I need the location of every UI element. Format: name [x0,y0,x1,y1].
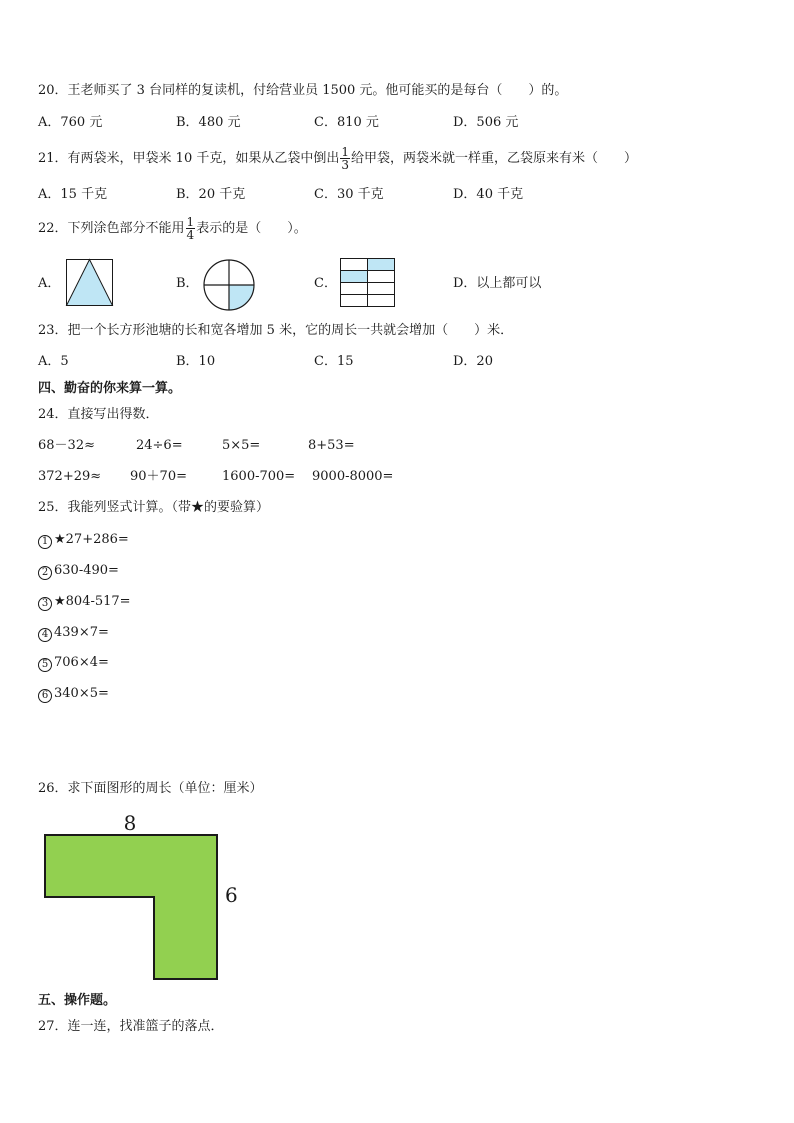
q25-item-6-expr: 340×5= [54,686,109,701]
q22-option-d: D．以上都可以 [453,276,542,291]
q21-option-b: B．20 千克 [176,187,246,202]
q26-label-top: 8 [123,811,137,835]
q25-item-1-number: 1 [38,535,52,549]
question-20: 20．王老师买了 3 台同样的复读机，付给营业员 1500 元。他可能买的是每台（ ）的。 [38,83,568,98]
q24-r1-item-4: 8+53= [308,438,355,453]
q25-item-5-number: 5 [38,658,52,672]
q21-option-d: D．40 千克 [453,187,524,202]
q20-option-a: A．760 元 [38,115,103,130]
q22-text-after: 表示的是（ ）。 [196,221,307,236]
q24-r1-item-1: 68－32≈ [38,438,95,453]
q25-item-6 [38,685,109,703]
q22-figure-b-circle [203,259,255,311]
q20-option-c: C．810 元 [314,115,379,130]
q25-item-2-expr: 630-490= [54,563,119,578]
q25-item-2 [38,562,119,580]
q25-item-4-expr: 439×7= [54,625,109,640]
question-26: 26．求下面图形的周长（单位：厘米） [38,781,263,796]
q21-frac-denominator: 3 [341,158,349,172]
q22-option-a-label: A． [38,276,61,291]
q26-label-right: 6 [225,883,238,907]
q24-r2-item-1: 372+29≈ [38,469,102,484]
q21-option-a: A．15 千克 [38,187,108,202]
q24-r2-item-2: 90＋70= [130,469,187,484]
section-5-title: 五、操作题。 [38,993,117,1008]
q22-frac-numerator: 1 [186,215,195,229]
question-24: 24．直接写出得数． [38,407,159,422]
question-25: 25．我能列竖式计算。（带★的要验算） [38,500,270,515]
q25-item-6-number: 6 [38,689,52,703]
question-23: 23．把一个长方形池塘的长和宽各增加 5 米，它的周长一共就会增加（ ）米． [38,323,514,338]
q25-item-5-expr: 706×4= [54,655,109,670]
q21-text-after: 给甲袋，两袋米就一样重，乙袋原来有米（ ） [351,151,638,166]
q24-r1-item-2: 24÷6= [136,438,183,453]
question-22 [38,216,307,241]
q23-option-b: B．10 [176,354,216,369]
q25-item-3-number: 3 [38,597,52,611]
q25-item-3-expr: ★804-517= [54,594,131,609]
q25-item-1 [38,531,129,549]
q21-fraction [340,146,350,171]
q22-frac-denominator: 4 [186,228,195,242]
section-4-title: 四、勤奋的你来算一算。 [38,381,182,396]
q20-option-b: B．480 元 [176,115,241,130]
q22-text-before: 22．下列涂色部分不能用 [38,221,185,236]
q26-l-shape-figure [30,808,260,988]
q20-option-d: D．506 元 [453,115,519,130]
q22-fraction [186,216,196,241]
q23-option-d: D．20 [453,354,493,369]
q24-r2-item-3: 1600-700= [222,469,296,484]
q21-text-before: 21．有两袋米，甲袋米 10 千克，如果从乙袋中倒出 [38,151,340,166]
q25-item-1-expr: ★27+286= [54,532,129,547]
q25-item-4 [38,624,109,642]
q22-figure-a-triangle [66,259,114,307]
q22-figure-c-grid [340,258,396,308]
question-27: 27．连一连，找准篮子的落点． [38,1019,224,1034]
q23-option-c: C．15 [314,354,354,369]
question-21 [38,146,637,171]
q21-option-c: C．30 千克 [314,187,384,202]
q22-option-c-label: C． [314,276,337,291]
q25-item-5 [38,654,109,672]
q25-item-3 [38,593,131,611]
q22-option-b-label: B． [176,276,199,291]
q21-frac-numerator: 1 [341,145,349,159]
q25-item-2-number: 2 [38,566,52,580]
q25-item-4-number: 4 [38,628,52,642]
q24-r1-item-3: 5×5= [222,438,261,453]
q24-r2-item-4: 9000-8000= [312,469,394,484]
q23-option-a: A．5 [38,354,69,369]
